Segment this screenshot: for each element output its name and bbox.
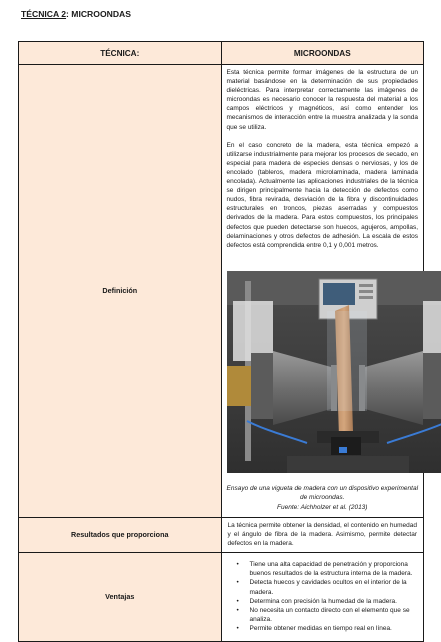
definition-label: Definición xyxy=(19,65,222,518)
caption-line-1: Ensayo de una vigueta de madera con un dispositivo experimental de microondas. xyxy=(227,484,419,503)
heading-technique-name: : MICROONDAS xyxy=(66,9,131,19)
bullet-icon: • xyxy=(237,606,239,615)
table-header-row xyxy=(19,42,424,65)
advantages-label: Ventajas xyxy=(19,552,222,641)
bullet-icon: • xyxy=(237,597,239,606)
heading-technique-number: TÉCNICA 2 xyxy=(21,9,66,19)
results-row xyxy=(19,517,424,552)
list-item: • Detecta huecos y cavidades ocultos en el interior de la madera. xyxy=(250,578,418,596)
definition-row xyxy=(19,65,424,518)
list-item: • No necesita un contacto directo con el elemento que se analiza. xyxy=(250,606,418,624)
caption-source: Fuente: Aichholzer et al. (2013) xyxy=(227,503,419,513)
figure-caption xyxy=(227,484,419,513)
bullet-icon: • xyxy=(237,578,239,587)
bullet-icon: • xyxy=(237,624,239,633)
advantages-row xyxy=(19,552,424,641)
results-content: La técnica permite obtener la densidad, el contenido en humedad y el ángulo de fibra de la madera. Asimismo, permite detectar defectos en la madera. xyxy=(221,517,424,552)
advantages-list xyxy=(228,560,418,633)
section-heading xyxy=(21,9,131,19)
advantages-content xyxy=(221,552,424,641)
list-item: • Tiene una alta capacidad de penetración y proporciona buenos resultados de la estructura interna de la madera. xyxy=(250,560,418,578)
definition-content xyxy=(221,65,424,518)
definition-paragraph-2: En el caso concreto de la madera, esta técnica empezó a utilizarse industrialmente para mejorar los procesos de secado, en especial para madera de especies densas o nerviosas, y los de encolado (tableros, madera microlaminada, madera laminada encolada). Actualmente las aplicaciones industriales de la técnica se dirigen principalmente hacia la detección de defectos como nudos, fibra revirada, desviación de la fibra y discontinuidades estructurales en troncos, piezas aserradas y compuestos derivados de la madera. Para estos compuestos, los principales defectos que pueden detectarse son huecos, agujeros, ampollas, delaminaciones y otros defectos de adhesión. La escala de estos defectos está comprendida entre 0,1 y 0,001 metros. xyxy=(227,141,419,250)
list-item: • Permite obtener medidas en tiempo real en línea. xyxy=(250,624,418,633)
definition-paragraph-1: Esta técnica permite formar imágenes de la estructura de un material basándose en la determinación de sus propiedades dieléctricas. Para interpretar correctamente las imágenes de microondas es necesario conocer la respuesta del material a los campos eléctricos y magnéticos, así como entender los mecanismos de interacción entre la muestra analizada y la sonda que se utiliza. xyxy=(227,68,419,132)
figure xyxy=(227,271,419,476)
list-item: • Determina con precisión la humedad de la madera. xyxy=(250,597,418,606)
results-label: Resultados que proporciona xyxy=(19,517,222,552)
bullet-icon: • xyxy=(237,560,239,569)
header-value-cell: MICROONDAS xyxy=(221,42,424,65)
technique-table xyxy=(18,41,424,642)
header-label-cell: TÉCNICA: xyxy=(19,42,222,65)
microwave-test-photo xyxy=(227,271,441,473)
